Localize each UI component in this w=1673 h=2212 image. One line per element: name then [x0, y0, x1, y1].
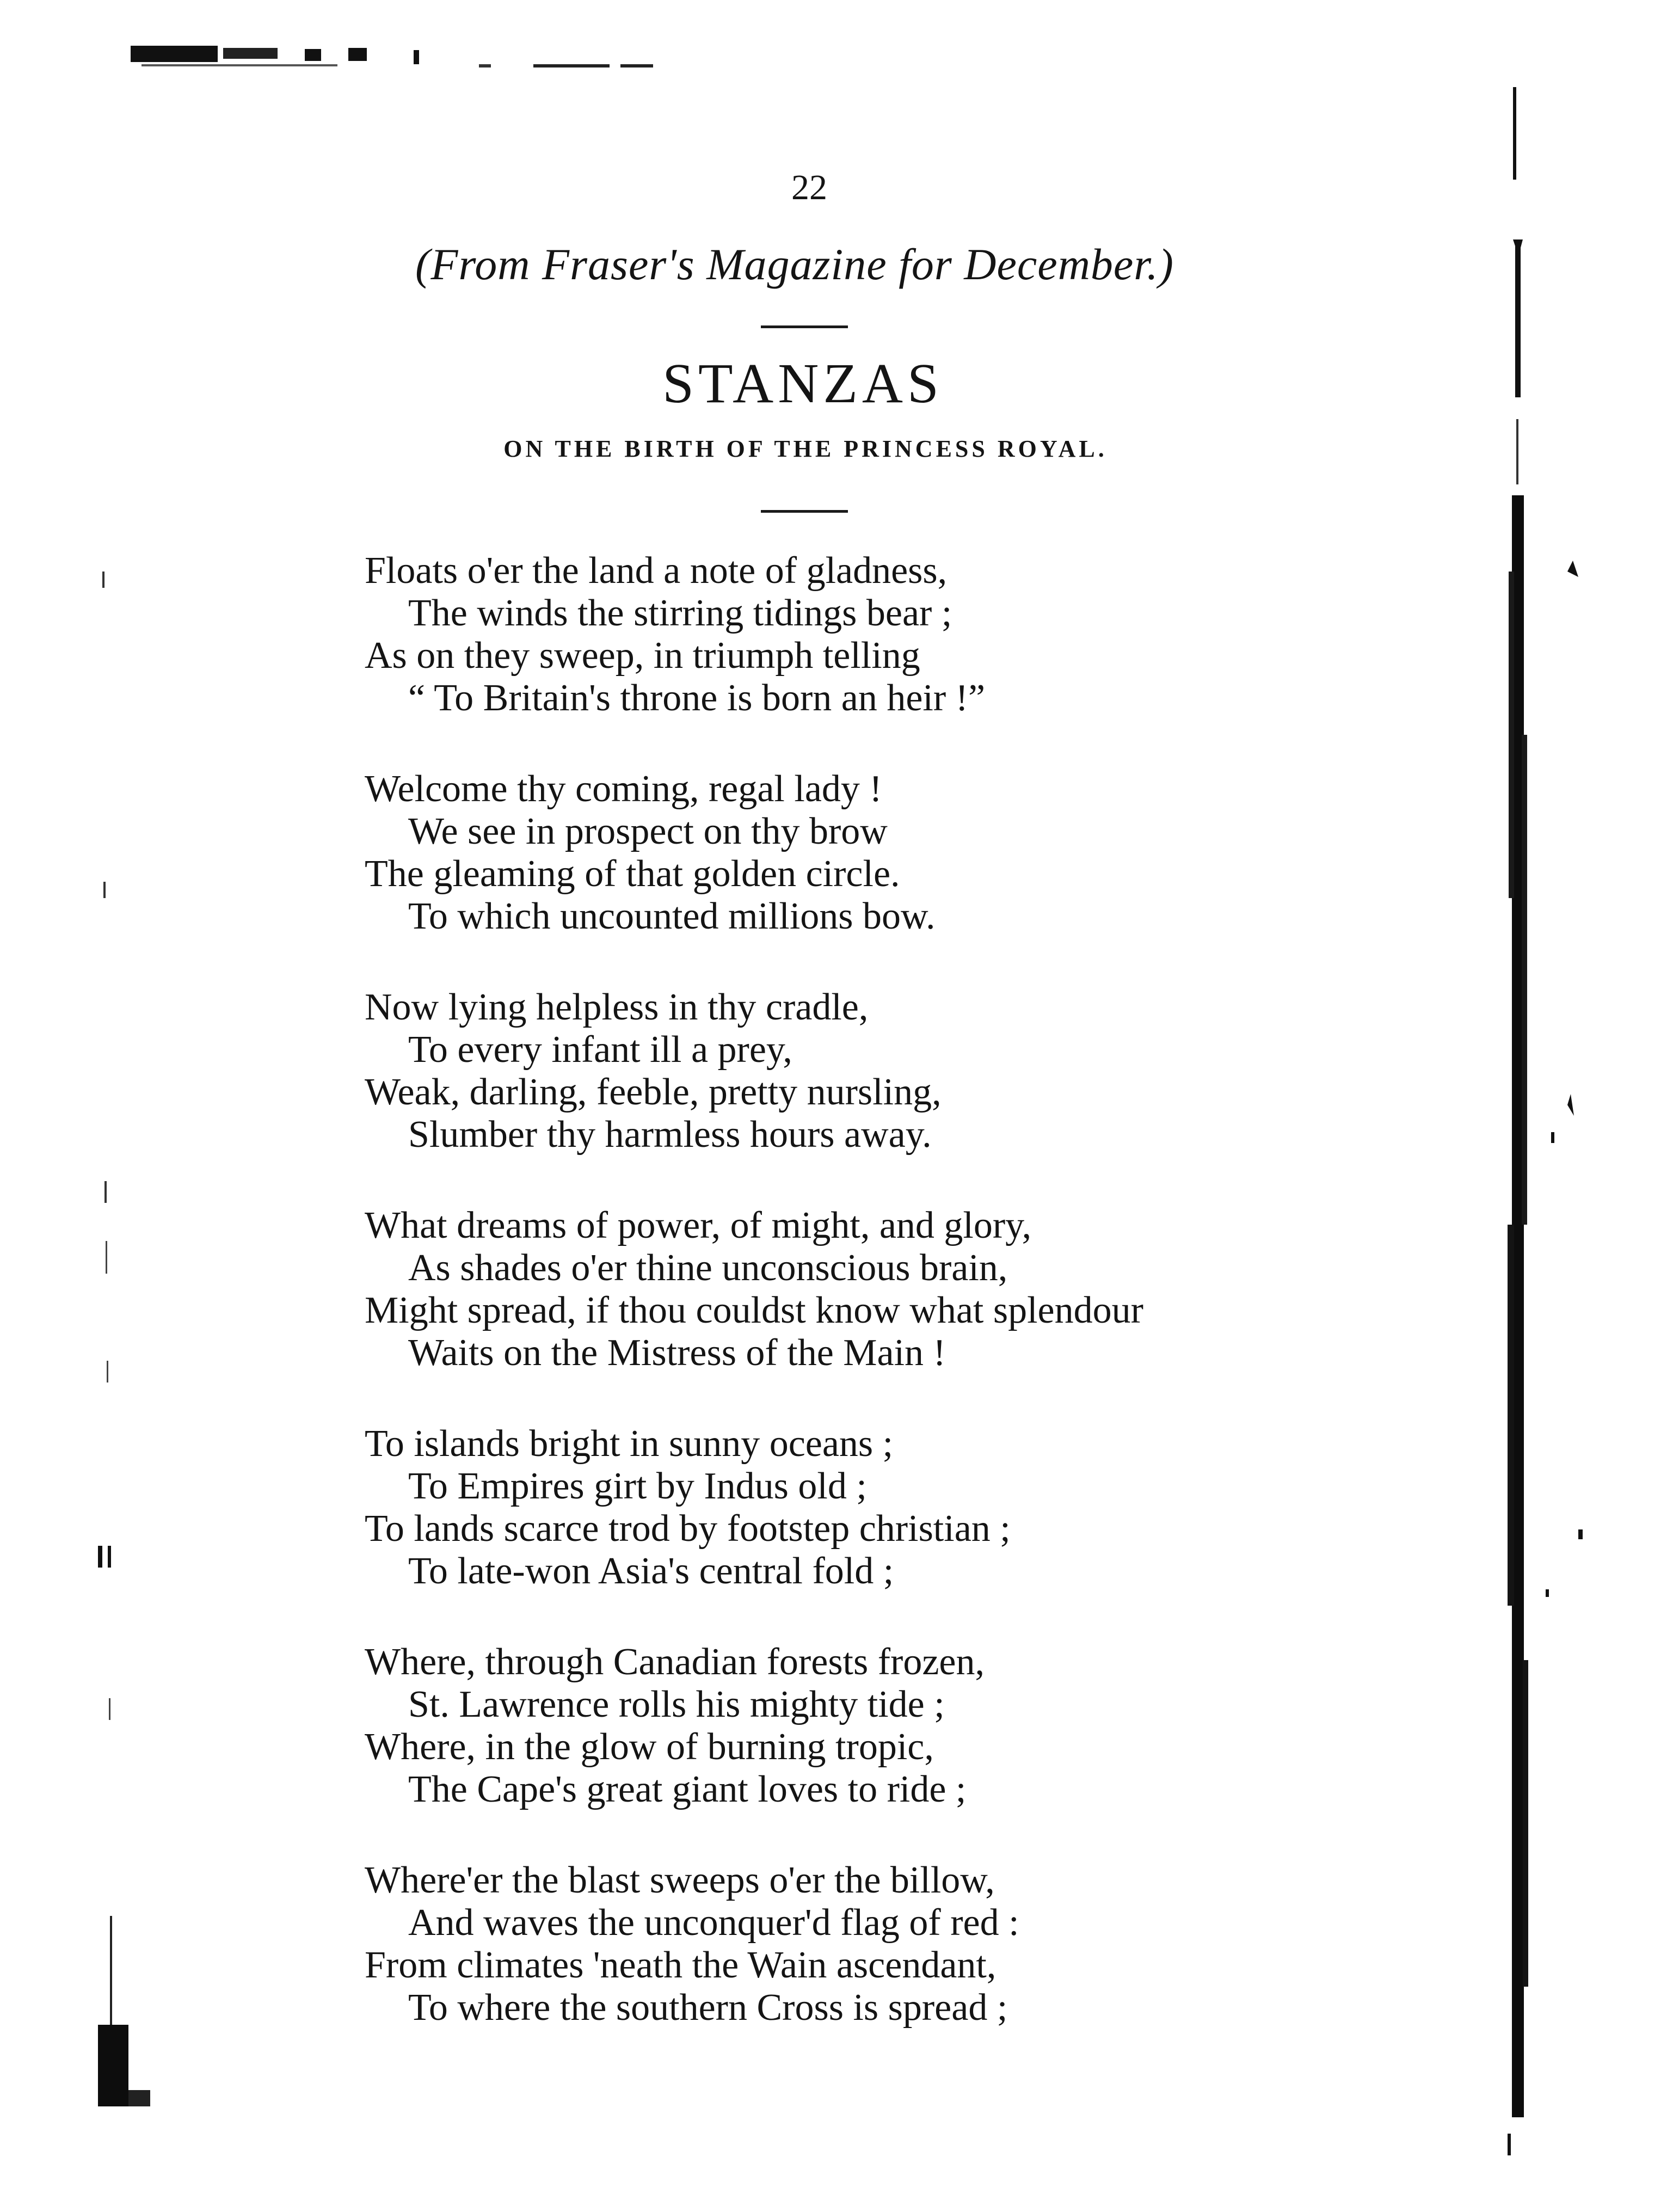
stanza — [365, 1641, 1333, 1811]
verse-line: Weak, darling, feeble, pretty nursling, — [365, 1071, 942, 1113]
verse-line: The gleaming of that golden circle. — [365, 853, 900, 895]
verse-line: The Cape's great giant loves to ride ; — [408, 1768, 967, 1810]
verse-line: The winds the stirring tidings bear ; — [408, 592, 952, 634]
verse-line: St. Lawrence rolls his mighty tide ; — [408, 1683, 945, 1725]
verse-line: To where the southern Cross is spread ; — [408, 1987, 1008, 2029]
stanza — [365, 1205, 1333, 1374]
stanza — [365, 768, 1333, 938]
poem-body — [365, 550, 1333, 2078]
verse-line: To every infant ill a prey, — [408, 1029, 792, 1071]
verse-line: From climates 'neath the Wain ascendant, — [365, 1944, 997, 1986]
stanza — [365, 1423, 1333, 1593]
stanza — [365, 550, 1333, 720]
poem-subtitle: ON THE BIRTH OF THE PRINCESS ROYAL. — [503, 435, 1108, 462]
verse-line: Now lying helpless in thy cradle, — [365, 986, 869, 1028]
divider-rule-bottom — [761, 510, 848, 513]
verse-line: What dreams of power, of might, and glory, — [365, 1205, 1032, 1246]
verse-line: Where, through Canadian forests frozen, — [365, 1641, 985, 1683]
page-number: 22 — [791, 168, 827, 207]
verse-line: To late-won Asia's central fold ; — [408, 1550, 894, 1592]
verse-line: As on they sweep, in triumph telling — [365, 635, 920, 677]
verse-line: Floats o'er the land a note of gladness, — [365, 550, 948, 592]
stanza — [365, 1859, 1333, 2029]
verse-line: To Empires girt by Indus old ; — [408, 1465, 867, 1507]
stanza — [365, 986, 1333, 1156]
verse-line: Welcome thy coming, regal lady ! — [365, 768, 882, 810]
verse-line: Might spread, if thou couldst know what splendour — [365, 1289, 1143, 1331]
source-attribution: (From Fraser's Magazine for December.) — [415, 239, 1174, 289]
divider-rule-top — [761, 325, 848, 328]
verse-line: And waves the unconquer'd flag of red : — [408, 1902, 1019, 1944]
verse-line: We see in prospect on thy brow — [408, 810, 888, 852]
verse-line: Where, in the glow of burning tropic, — [365, 1726, 934, 1768]
verse-line: To lands scarce trod by footstep christian ; — [365, 1508, 1011, 1550]
verse-line: As shades o'er thine unconscious brain, — [408, 1247, 1008, 1289]
verse-line: “ To Britain's throne is born an heir !” — [408, 677, 986, 719]
scan-binding-edge — [1491, 82, 1600, 2166]
verse-line: To which uncounted millions bow. — [408, 895, 936, 937]
verse-line: Slumber thy harmless hours away. — [408, 1114, 932, 1156]
verse-line: Where'er the blast sweeps o'er the billow, — [365, 1859, 995, 1901]
verse-line: Waits on the Mistress of the Main ! — [408, 1332, 946, 1374]
scan-specks-left — [76, 479, 163, 2123]
poem-title: STANZAS — [662, 352, 943, 415]
verse-line: To islands bright in sunny oceans ; — [365, 1423, 894, 1465]
scan-smudge-top — [131, 42, 669, 86]
